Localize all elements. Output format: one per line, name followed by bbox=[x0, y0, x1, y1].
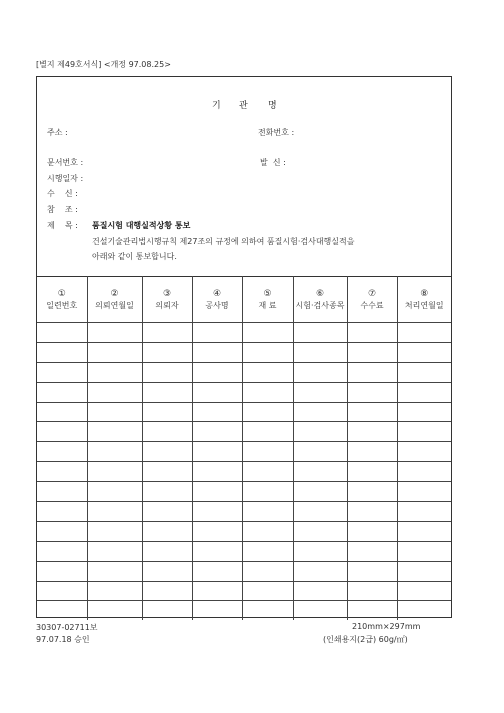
column-header-3 bbox=[142, 277, 192, 323]
table-cell[interactable] bbox=[87, 561, 142, 581]
table-row bbox=[37, 442, 451, 462]
phone-label: 전화번호 : bbox=[258, 128, 295, 137]
table-row bbox=[37, 362, 451, 382]
table-cell[interactable] bbox=[397, 521, 451, 541]
table-cell[interactable] bbox=[142, 561, 192, 581]
column-label: 시험·검사종목 bbox=[295, 300, 345, 310]
column-header-5 bbox=[242, 277, 293, 323]
table-cell[interactable] bbox=[242, 601, 293, 620]
table-cell[interactable] bbox=[397, 422, 451, 442]
table-row bbox=[37, 601, 451, 620]
table-cell[interactable] bbox=[142, 502, 192, 522]
org-title-char-2: 관 bbox=[239, 101, 248, 111]
table-cell[interactable] bbox=[142, 382, 192, 402]
table-cell[interactable] bbox=[242, 502, 293, 522]
subject-label: 제 목 : bbox=[47, 221, 78, 230]
table-cell[interactable] bbox=[37, 521, 87, 541]
table-cell[interactable] bbox=[293, 342, 347, 362]
table-cell[interactable] bbox=[142, 442, 192, 462]
table-cell[interactable] bbox=[142, 342, 192, 362]
table-row bbox=[37, 342, 451, 362]
table-cell[interactable] bbox=[397, 601, 451, 620]
table-cell[interactable] bbox=[37, 482, 87, 502]
table-cell[interactable] bbox=[37, 362, 87, 382]
column-label: 의뢰자 bbox=[155, 300, 179, 310]
table-cell[interactable] bbox=[397, 402, 451, 422]
table-cell[interactable] bbox=[397, 561, 451, 581]
table-cell[interactable] bbox=[242, 541, 293, 561]
table-row bbox=[37, 402, 451, 422]
table-cell[interactable] bbox=[192, 521, 242, 541]
table-cell[interactable] bbox=[192, 382, 242, 402]
table-cell[interactable] bbox=[192, 402, 242, 422]
table-cell[interactable] bbox=[242, 362, 293, 382]
column-label: 수수료 bbox=[360, 300, 384, 310]
doc-number-label: 문서번호 : bbox=[47, 158, 84, 167]
column-header-4 bbox=[192, 277, 242, 323]
table-cell[interactable] bbox=[37, 462, 87, 482]
table-cell[interactable] bbox=[347, 521, 397, 541]
form-header: [별지 제49호서식] <개정 97.08.25> bbox=[36, 60, 171, 69]
column-label: 공사명 bbox=[205, 300, 229, 310]
org-title-char-3: 명 bbox=[268, 101, 277, 111]
table-cell[interactable] bbox=[37, 581, 87, 601]
table-cell[interactable] bbox=[242, 442, 293, 462]
table-cell[interactable] bbox=[347, 342, 397, 362]
column-header-6 bbox=[293, 277, 347, 323]
table-cell[interactable] bbox=[242, 462, 293, 482]
table-cell[interactable] bbox=[87, 521, 142, 541]
table-cell[interactable] bbox=[293, 382, 347, 402]
table-cell[interactable] bbox=[293, 601, 347, 620]
table-cell[interactable] bbox=[37, 561, 87, 581]
table-cell[interactable] bbox=[242, 342, 293, 362]
table-cell[interactable] bbox=[87, 541, 142, 561]
table-cell[interactable] bbox=[142, 482, 192, 502]
table-cell[interactable] bbox=[242, 581, 293, 601]
table-cell[interactable] bbox=[37, 382, 87, 402]
table-cell[interactable] bbox=[37, 442, 87, 462]
table-cell[interactable] bbox=[397, 442, 451, 462]
table-cell[interactable] bbox=[347, 502, 397, 522]
table-cell[interactable] bbox=[142, 601, 192, 620]
table-cell[interactable] bbox=[293, 502, 347, 522]
sender-label: 발 신 : bbox=[260, 158, 286, 167]
table-cell[interactable] bbox=[242, 382, 293, 402]
table-cell[interactable] bbox=[192, 342, 242, 362]
table-cell[interactable] bbox=[347, 601, 397, 620]
table-cell[interactable] bbox=[293, 581, 347, 601]
table-cell[interactable] bbox=[142, 541, 192, 561]
column-number: ⑦ bbox=[367, 288, 377, 299]
table-body bbox=[37, 323, 451, 621]
table-cell[interactable] bbox=[37, 422, 87, 442]
table-cell[interactable] bbox=[293, 422, 347, 442]
table-header-row bbox=[37, 277, 451, 323]
table-cell[interactable] bbox=[87, 482, 142, 502]
table-cell[interactable] bbox=[192, 482, 242, 502]
table-row bbox=[37, 541, 451, 561]
table-cell[interactable] bbox=[293, 462, 347, 482]
form-code: 30307-02711보 bbox=[36, 623, 98, 632]
column-number: ② bbox=[110, 288, 119, 299]
table-cell[interactable] bbox=[347, 581, 397, 601]
column-header-1 bbox=[37, 277, 87, 323]
table-cell[interactable] bbox=[37, 541, 87, 561]
table-cell[interactable] bbox=[347, 462, 397, 482]
column-label: 일련번호 bbox=[46, 300, 78, 310]
table-cell[interactable] bbox=[87, 362, 142, 382]
table-cell[interactable] bbox=[397, 342, 451, 362]
column-number: ① bbox=[57, 288, 66, 299]
table-cell[interactable] bbox=[37, 323, 87, 343]
table-cell[interactable] bbox=[37, 402, 87, 422]
table-cell[interactable] bbox=[242, 402, 293, 422]
table-cell[interactable] bbox=[142, 323, 192, 343]
table-cell[interactable] bbox=[293, 482, 347, 502]
table-cell[interactable] bbox=[293, 541, 347, 561]
table-cell[interactable] bbox=[142, 462, 192, 482]
table-cell[interactable] bbox=[192, 601, 242, 620]
table-cell[interactable] bbox=[347, 482, 397, 502]
table-cell[interactable] bbox=[242, 561, 293, 581]
table-row bbox=[37, 521, 451, 541]
column-number: ⑤ bbox=[263, 288, 272, 299]
table-cell[interactable] bbox=[192, 362, 242, 382]
table-row bbox=[37, 482, 451, 502]
table-cell[interactable] bbox=[293, 402, 347, 422]
column-header-2 bbox=[87, 277, 142, 323]
body-line-1: 건설기술관리법시행규칙 제27조의 규정에 의하여 품질시험·검사대행실적을 bbox=[92, 237, 355, 246]
table-cell[interactable] bbox=[142, 422, 192, 442]
table-cell[interactable] bbox=[37, 502, 87, 522]
table-cell[interactable] bbox=[242, 482, 293, 502]
table-row bbox=[37, 382, 451, 402]
body-line-2: 아래와 같이 통보합니다. bbox=[92, 252, 177, 261]
table-cell[interactable] bbox=[397, 462, 451, 482]
table-cell[interactable] bbox=[397, 362, 451, 382]
table-cell[interactable] bbox=[87, 442, 142, 462]
table-row bbox=[37, 561, 451, 581]
table-cell[interactable] bbox=[347, 402, 397, 422]
table-row bbox=[37, 323, 451, 343]
table-cell[interactable] bbox=[87, 422, 142, 442]
approval-date: 97.07.18 승인 bbox=[36, 635, 90, 644]
column-number: ③ bbox=[162, 288, 172, 299]
table-cell[interactable] bbox=[87, 402, 142, 422]
table-cell[interactable] bbox=[87, 462, 142, 482]
table-cell[interactable] bbox=[347, 561, 397, 581]
org-title-char-1: 기 bbox=[212, 101, 221, 111]
table-cell[interactable] bbox=[192, 323, 242, 343]
table-cell[interactable] bbox=[397, 541, 451, 561]
column-number: ⑧ bbox=[420, 288, 429, 299]
table-cell[interactable] bbox=[347, 541, 397, 561]
table-cell[interactable] bbox=[242, 521, 293, 541]
table-cell[interactable] bbox=[87, 601, 142, 620]
table-cell[interactable] bbox=[192, 462, 242, 482]
table-cell[interactable] bbox=[242, 422, 293, 442]
table-cell[interactable] bbox=[192, 502, 242, 522]
table-cell[interactable] bbox=[37, 601, 87, 620]
table-cell[interactable] bbox=[397, 502, 451, 522]
table-cell[interactable] bbox=[87, 382, 142, 402]
table-cell[interactable] bbox=[347, 422, 397, 442]
subject-text: 품질시험 대행실적상황 통보 bbox=[92, 221, 191, 230]
table-cell[interactable] bbox=[242, 323, 293, 343]
table-cell[interactable] bbox=[397, 382, 451, 402]
table-cell[interactable] bbox=[192, 442, 242, 462]
reference-label: 참 조 : bbox=[47, 205, 78, 214]
column-number: ⑥ bbox=[315, 288, 325, 299]
table-cell[interactable] bbox=[87, 323, 142, 343]
table-cell[interactable] bbox=[37, 342, 87, 362]
column-label: 처리연월일 bbox=[404, 300, 444, 310]
table-cell[interactable] bbox=[87, 342, 142, 362]
table-cell[interactable] bbox=[192, 561, 242, 581]
column-label: 재 료 bbox=[258, 300, 277, 310]
table-cell[interactable] bbox=[293, 323, 347, 343]
column-label: 의뢰연월일 bbox=[95, 300, 134, 310]
table-cell[interactable] bbox=[347, 382, 397, 402]
column-number: ④ bbox=[212, 288, 222, 299]
table-cell[interactable] bbox=[397, 323, 451, 343]
performance-table bbox=[37, 276, 451, 620]
table-row bbox=[37, 462, 451, 482]
table-cell[interactable] bbox=[397, 482, 451, 502]
table-row bbox=[37, 581, 451, 601]
table-cell[interactable] bbox=[397, 581, 451, 601]
table-cell[interactable] bbox=[293, 561, 347, 581]
recipient-label: 수 신 : bbox=[47, 189, 78, 198]
table-cell[interactable] bbox=[87, 502, 142, 522]
date-label: 시행일자 : bbox=[47, 174, 84, 183]
paper-spec: (인쇄용지(2급) 60g/㎡) bbox=[323, 635, 408, 644]
table-cell[interactable] bbox=[347, 362, 397, 382]
table-cell[interactable] bbox=[293, 362, 347, 382]
address-label: 주소 : bbox=[47, 128, 68, 137]
table-cell[interactable] bbox=[192, 581, 242, 601]
table-row bbox=[37, 422, 451, 442]
table-cell[interactable] bbox=[142, 581, 192, 601]
column-header-7 bbox=[347, 277, 397, 323]
table-cell[interactable] bbox=[192, 422, 242, 442]
table-cell[interactable] bbox=[347, 442, 397, 462]
table-cell[interactable] bbox=[142, 402, 192, 422]
table-cell[interactable] bbox=[293, 521, 347, 541]
table-cell[interactable] bbox=[142, 521, 192, 541]
table-cell[interactable] bbox=[87, 581, 142, 601]
table-row bbox=[37, 502, 451, 522]
table-cell[interactable] bbox=[142, 362, 192, 382]
table-cell[interactable] bbox=[293, 442, 347, 462]
table-cell[interactable] bbox=[192, 541, 242, 561]
table-cell[interactable] bbox=[347, 323, 397, 343]
column-header-8 bbox=[397, 277, 451, 323]
paper-size: 210mm×297mm bbox=[352, 622, 421, 631]
